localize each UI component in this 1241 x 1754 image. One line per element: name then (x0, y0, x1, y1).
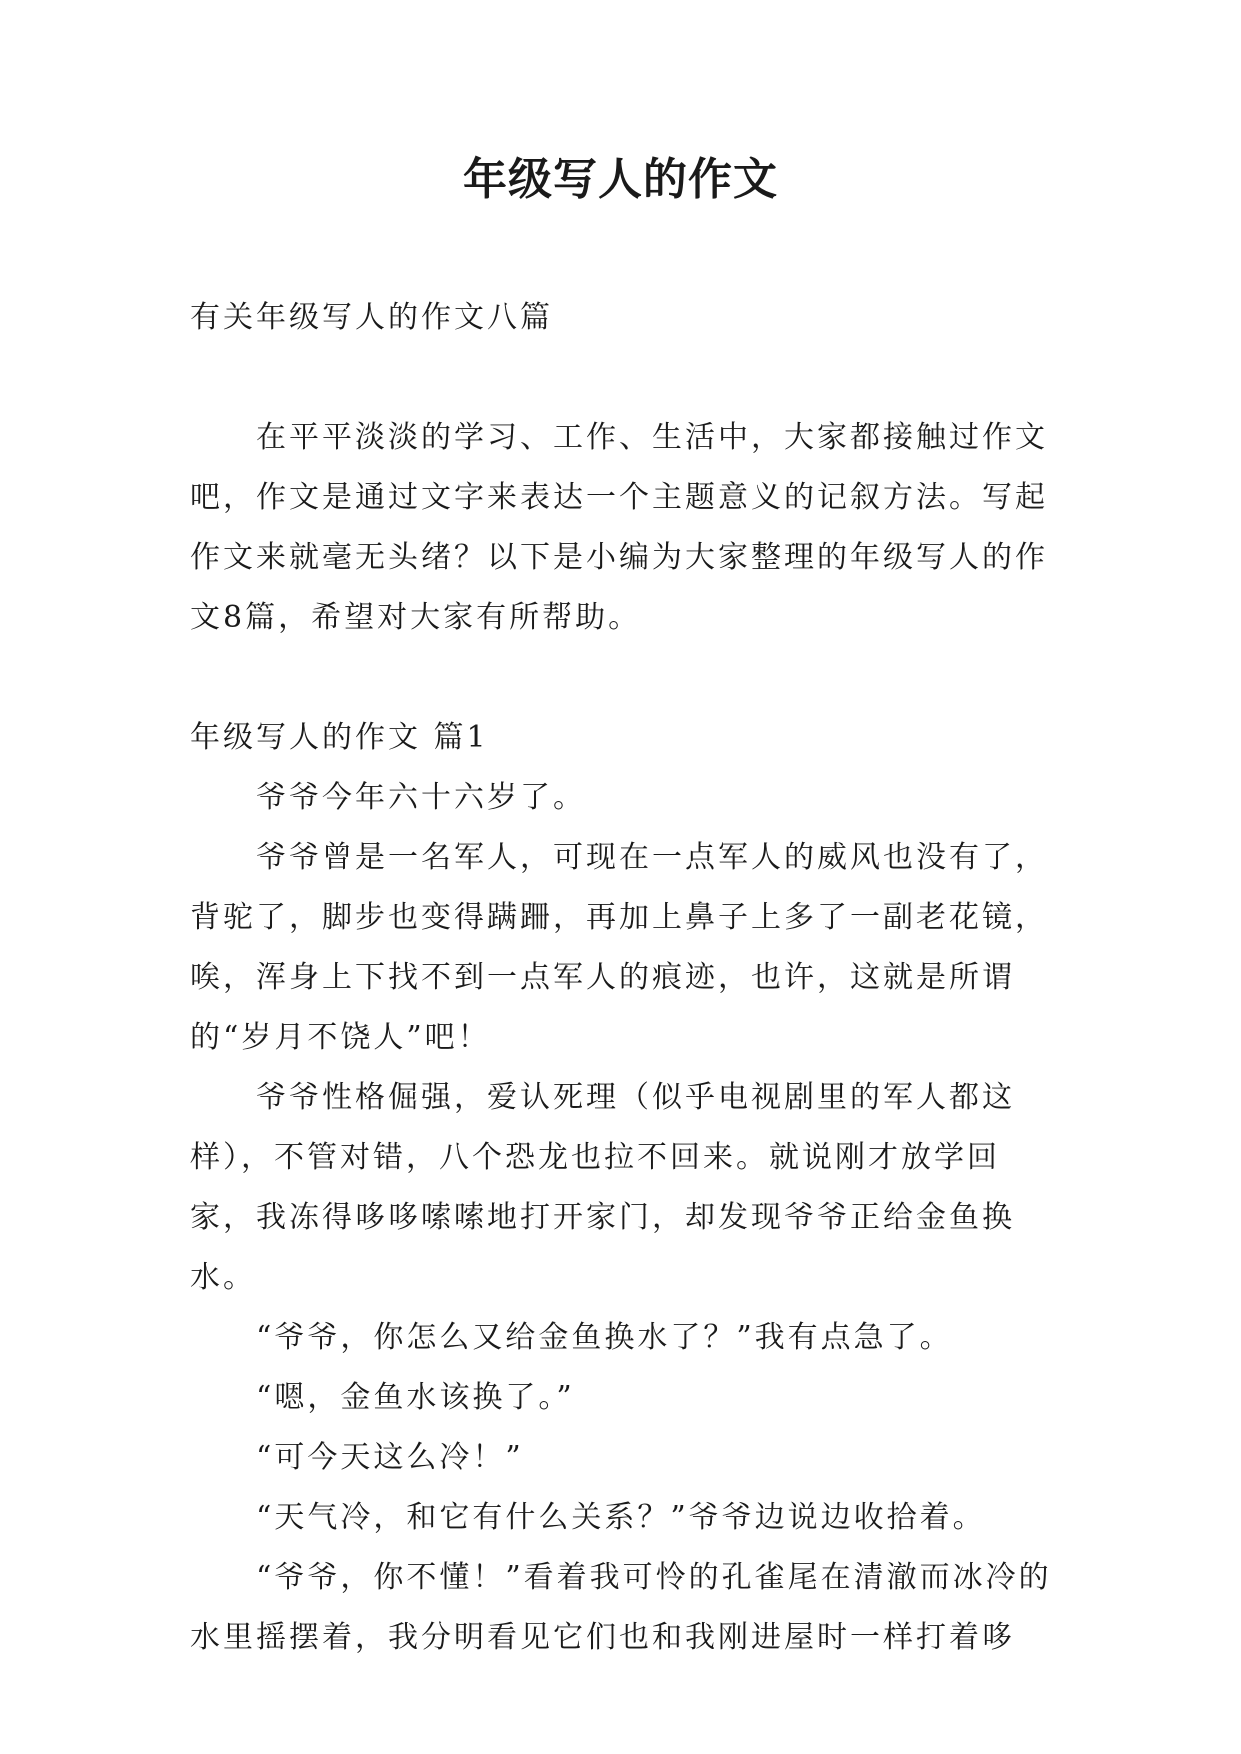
document-body (190, 288, 1060, 1668)
paragraph: “可今天这么冷！” (256, 1440, 524, 1475)
document-subtitle: 有关年级写人的作文八篇 (190, 300, 553, 335)
paragraph: “嗯，金鱼水该换了。” (256, 1380, 575, 1415)
intro-paragraph: 在平平淡淡的学习、工作、生活中，大家都接触过作文吧，作文是通过文字来表达一个主题意义的记叙方法。写起作文来就毫无头绪？以下是小编为大家整理的年级写人的作文8篇，希望对大家有所帮助。 (190, 420, 1048, 635)
paragraph: 爷爷曾是一名军人，可现在一点军人的威风也没有了，背驼了，脚步也变得蹒跚，再加上鼻子上多了一副老花镜，唉，浑身上下找不到一点军人的痕迹，也许，这就是所谓的“岁月不饶人”吧！ (190, 840, 1048, 1055)
paragraph: “爷爷，你怎么又给金鱼换水了？”我有点急了。 (256, 1320, 953, 1355)
paragraph: 爷爷今年六十六岁了。 (256, 780, 586, 815)
section-heading: 年级写人的作文 篇1 (190, 720, 489, 755)
paragraph: “天气冷，和它有什么关系？”爷爷边说边收拾着。 (256, 1500, 986, 1535)
document-title: 年级写人的作文 (463, 154, 778, 205)
paragraph: 爷爷性格倔强，爱认死理（似乎电视剧里的军人都这样），不管对错，八个恐龙也拉不回来。就说刚才放学回家，我冻得哆哆嗦嗦地打开家门，却发现爷爷正给金鱼换水。 (190, 1080, 1015, 1295)
paragraph: “爷爷，你不懂！”看着我可怜的孔雀尾在清澈而冰冷的水里摇摆着，我分明看见它们也和我刚进屋时一样打着哆 (190, 1560, 1052, 1655)
